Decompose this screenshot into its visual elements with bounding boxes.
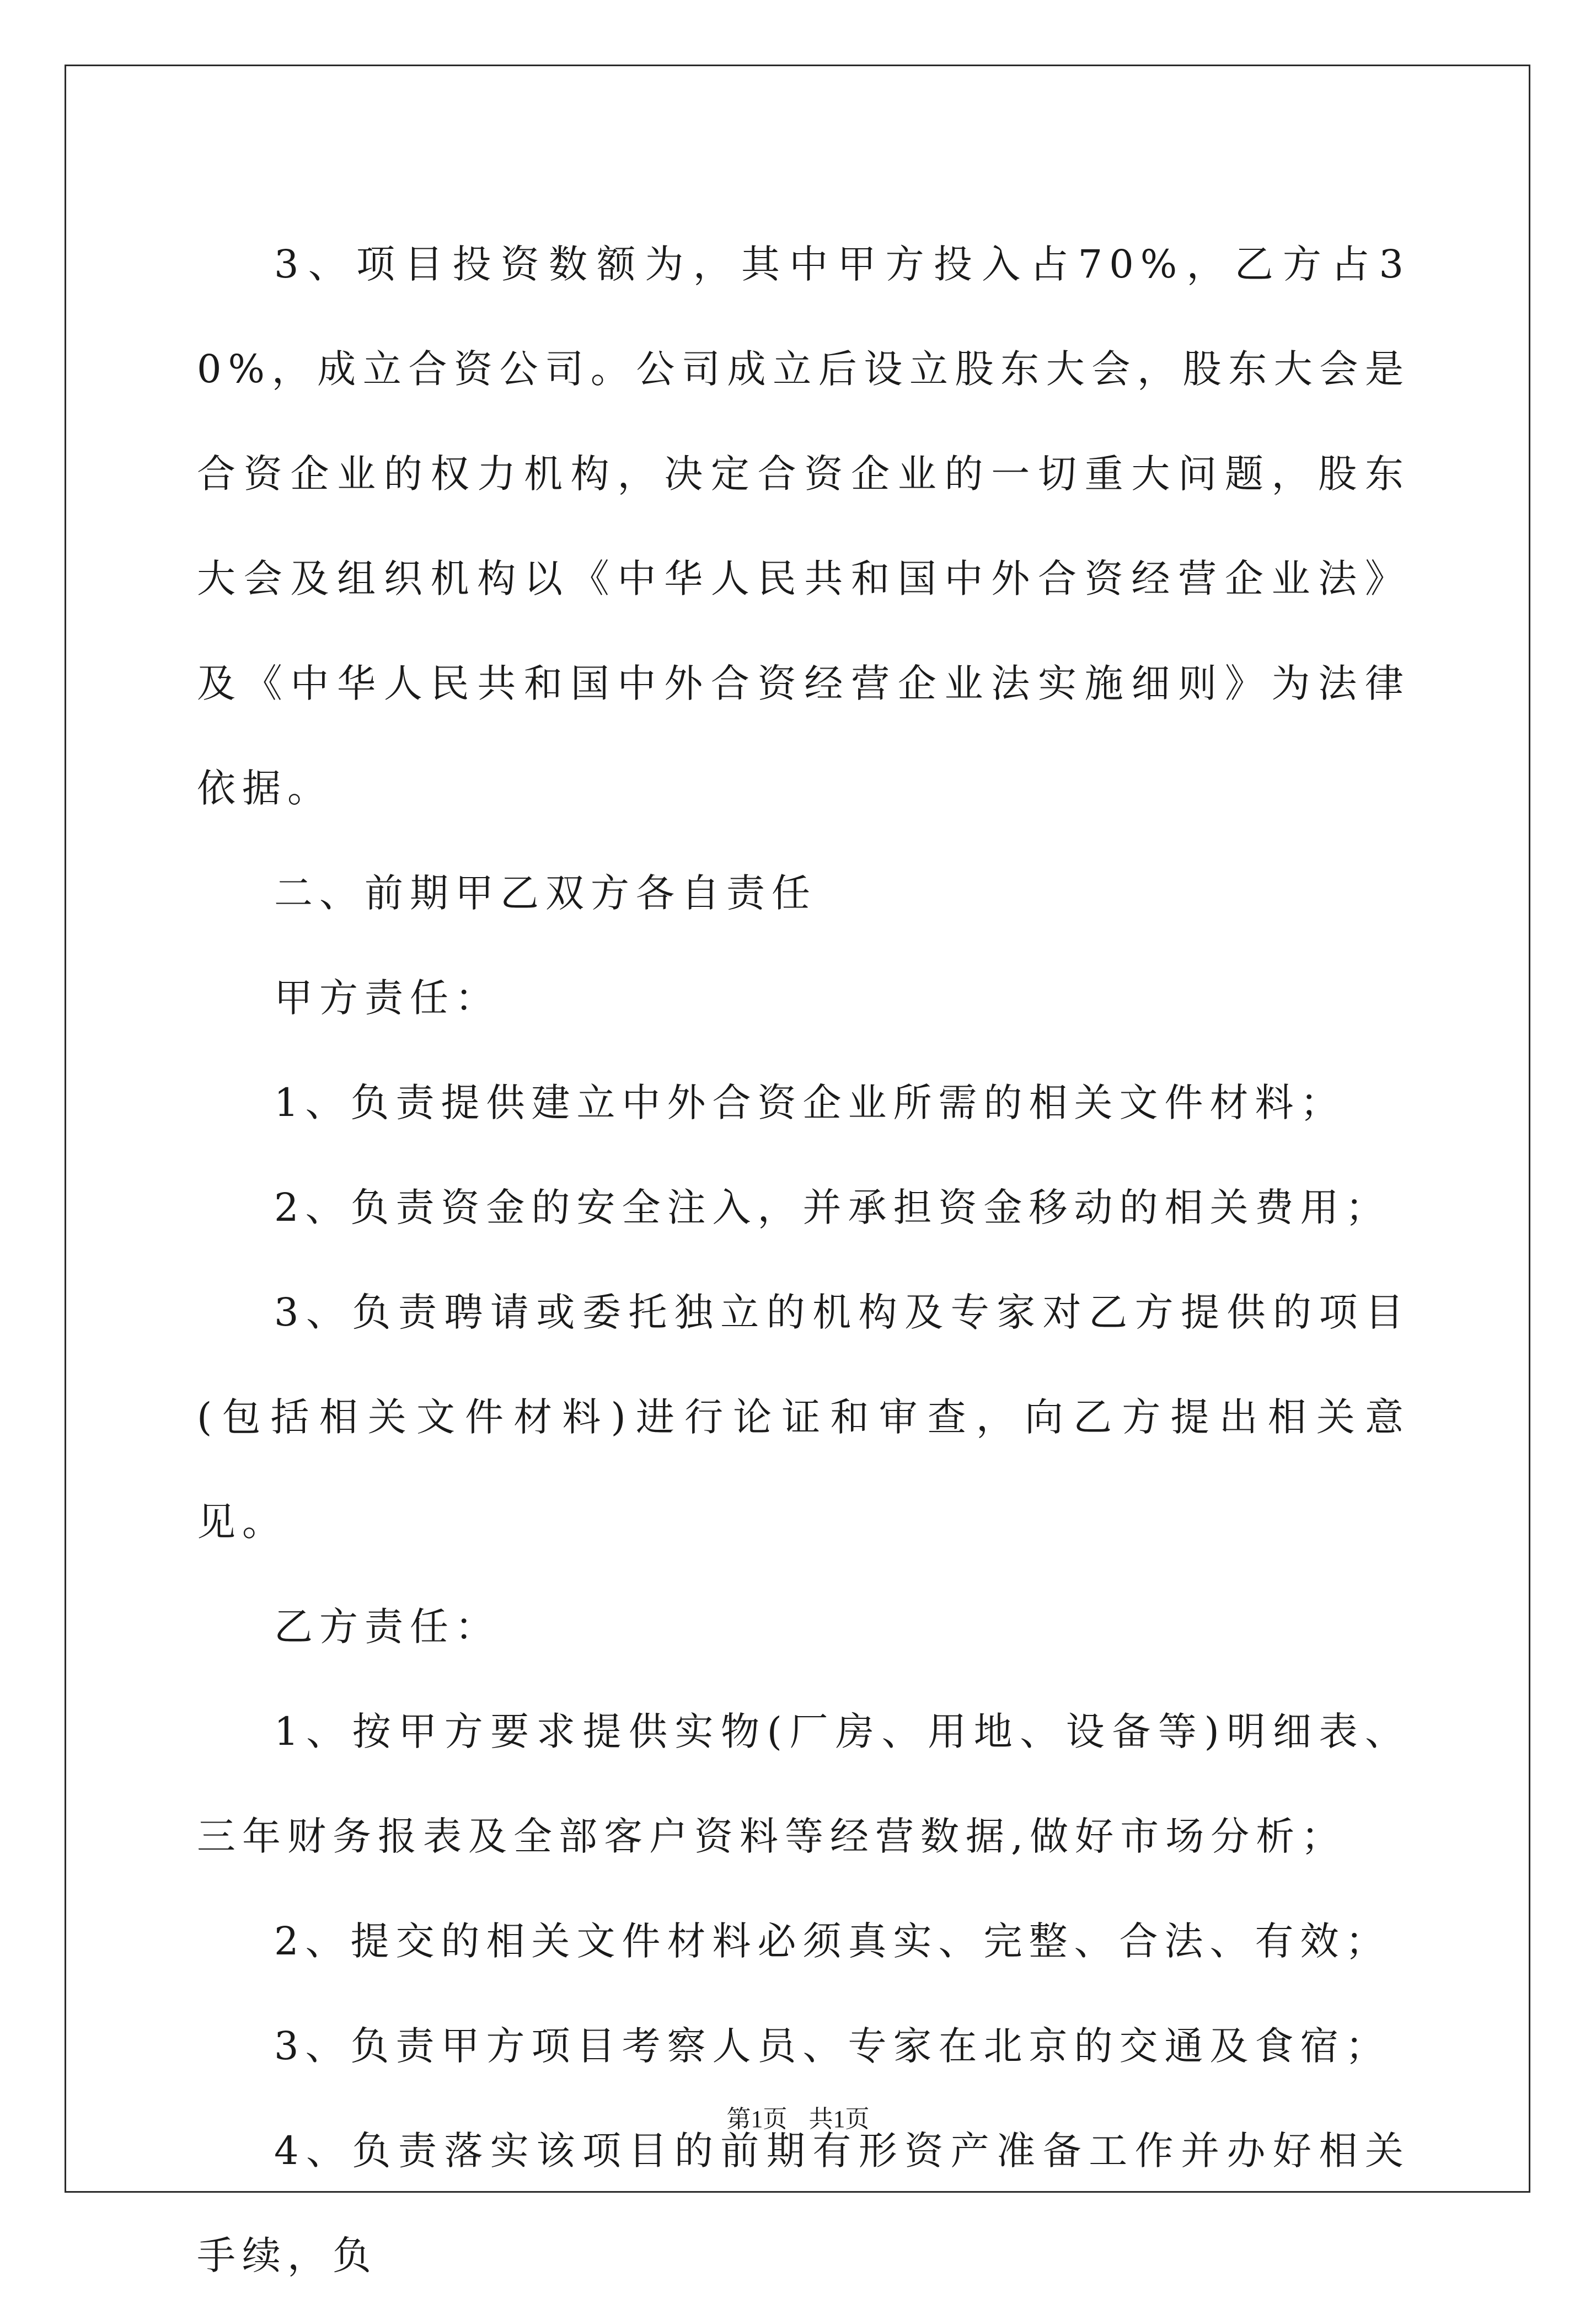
party-b-item-3: 3、负责甲方项目考察人员、专家在北京的交通及食宿； — [274, 2023, 1391, 2069]
page-number: 第1页 — [726, 2106, 788, 2133]
page-total: 共1页 — [808, 2106, 870, 2133]
party-a-item-3: 3、负责聘请或委托独立的机构及专家对乙方提供的项目(包括相关文件材料)进行论证和审查，向乙方提出相关意见。 — [197, 1290, 1410, 1545]
party-b-item-1: 1、按甲方要求提供实物(厂房、用地、设备等)明细表、三年财务报表及全部客户资料等经营数据,做好市场分析； — [197, 1709, 1410, 1859]
party-b-heading: 乙方责任： — [274, 1604, 500, 1649]
page-footer — [0, 2099, 1596, 2134]
party-a-item-2: 2、负责资金的安全注入，并承担资金移动的相关费用； — [274, 1185, 1391, 1230]
party-a-heading: 甲方责任： — [274, 975, 500, 1021]
section-heading-responsibilities: 二、前期甲乙双方各自责任 — [274, 870, 817, 916]
party-b-item-2: 2、提交的相关文件材料必须真实、完整、合法、有效； — [274, 1919, 1391, 1964]
paragraph-investment-terms: 3、项目投资数额为，其中甲方投入占70%，乙方占30%，成立合资公司。公司成立后设立股东大会，股东大会是合资企业的权力机构，决定合资企业的一切重大问题，股东大会及组织机构以《中华人民共和国中外合资经营企业法》及《中华人民共和国中外合资经营企业法实施细则》为法律依据。 — [197, 242, 1410, 811]
party-b-item-4: 4、负责落实该项目的前期有形资产准备工作并办好相关手续，负 — [197, 2128, 1410, 2278]
document-body — [197, 212, 1410, 2308]
party-a-item-1: 1、负责提供建立中外合资企业所需的相关文件材料； — [274, 1080, 1346, 1125]
